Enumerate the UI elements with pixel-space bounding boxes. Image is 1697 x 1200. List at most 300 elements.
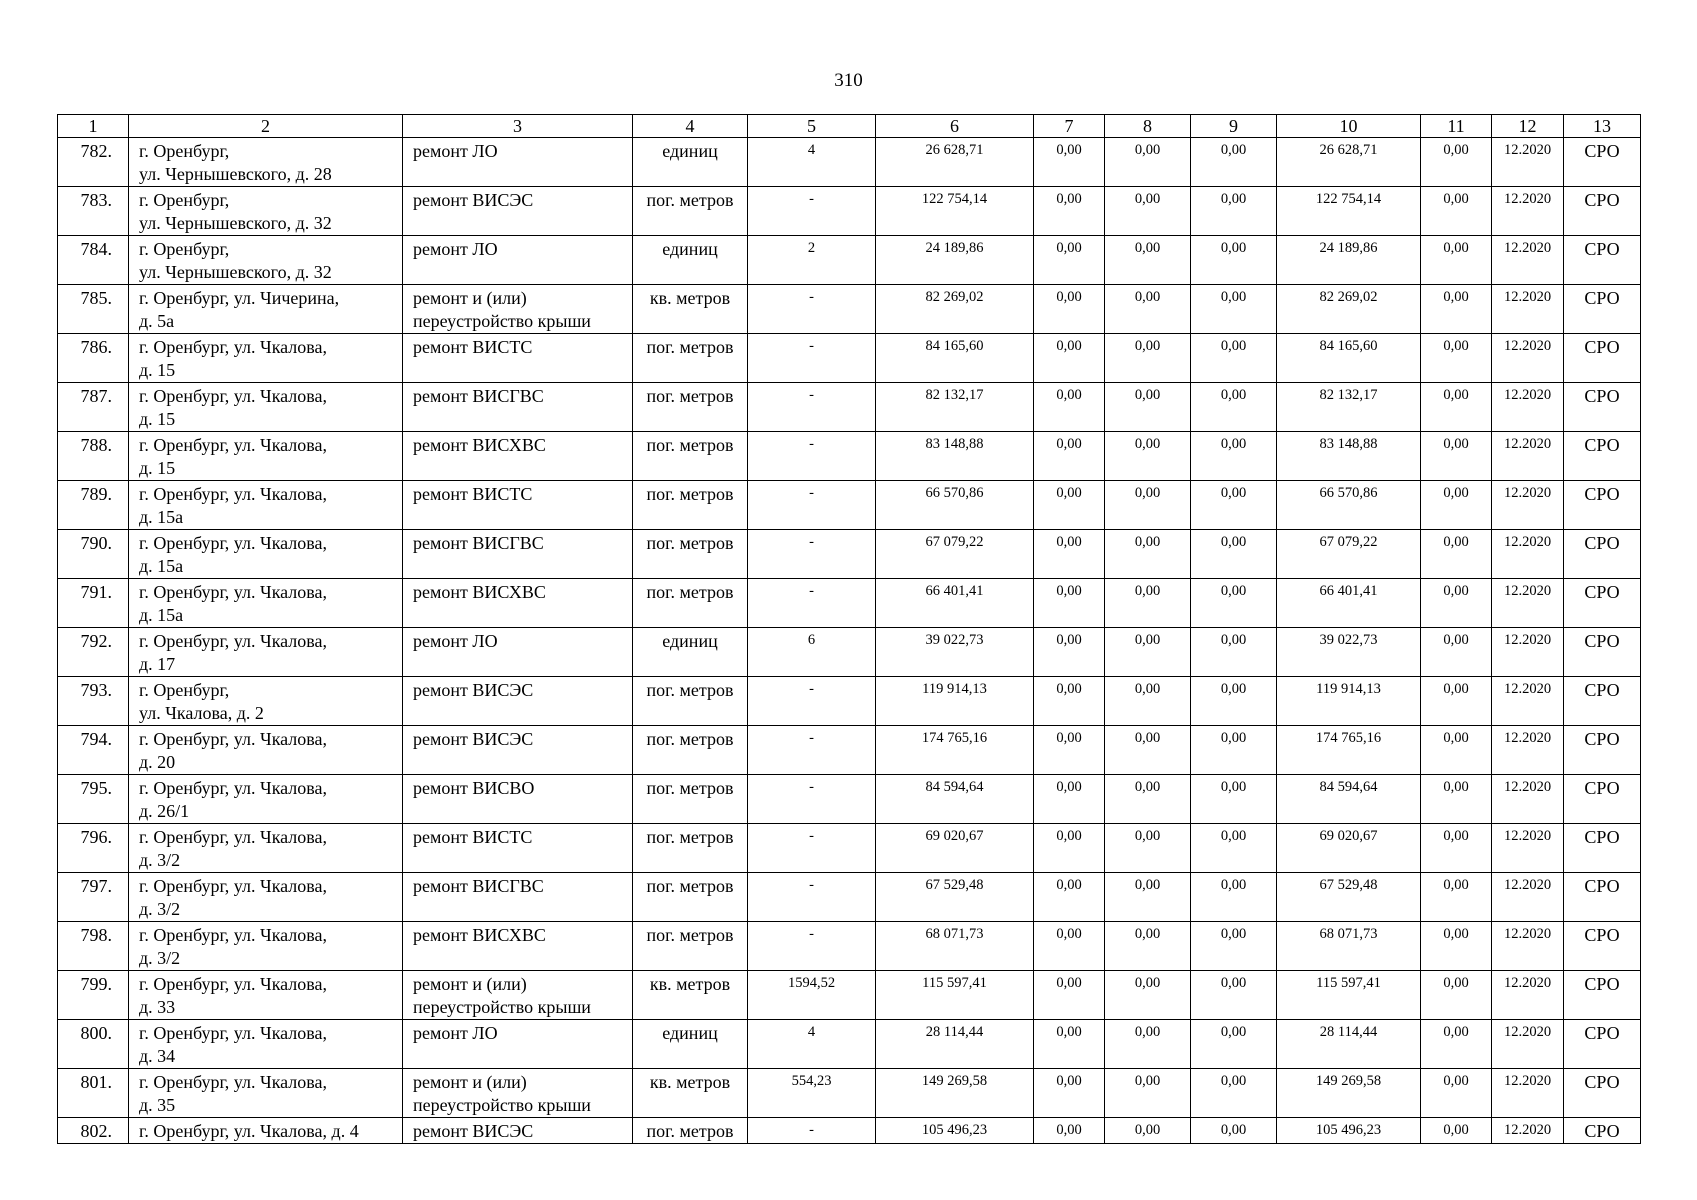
cost-col10-cell: 67 529,48	[1277, 873, 1421, 922]
completion-date-cell: 12.2020	[1492, 922, 1564, 971]
cost-col7-cell: 0,00	[1034, 1020, 1105, 1069]
total-cost-cell: 39 022,73	[876, 628, 1034, 677]
unit-cell: пог. метров	[633, 873, 748, 922]
cost-col8-cell: 0,00	[1105, 922, 1191, 971]
column-header-13: 13	[1564, 115, 1641, 138]
cost-col10-cell: 149 269,58	[1277, 1069, 1421, 1118]
row-number: 786.	[58, 334, 129, 383]
cost-col10-cell: 24 189,86	[1277, 236, 1421, 285]
cost-col8-cell: 0,00	[1105, 824, 1191, 873]
cost-col8-cell: 0,00	[1105, 1020, 1191, 1069]
cost-col9-cell: 0,00	[1191, 481, 1277, 530]
unit-cell: единиц	[633, 236, 748, 285]
column-header-9: 9	[1191, 115, 1277, 138]
table-row	[58, 971, 1641, 1020]
column-header-3: 3	[403, 115, 633, 138]
cost-col9-cell: 0,00	[1191, 971, 1277, 1020]
cost-col8-cell: 0,00	[1105, 1118, 1191, 1144]
quantity-cell: -	[748, 187, 876, 236]
work-type-cell: ремонт ЛО	[403, 628, 633, 677]
funding-source-cell: СРО	[1564, 873, 1641, 922]
completion-date-cell: 12.2020	[1492, 481, 1564, 530]
cost-col7-cell: 0,00	[1034, 383, 1105, 432]
cost-col7-cell: 0,00	[1034, 579, 1105, 628]
completion-date-cell: 12.2020	[1492, 432, 1564, 481]
completion-date-cell: 12.2020	[1492, 677, 1564, 726]
row-number: 792.	[58, 628, 129, 677]
address-cell: г. Оренбург, ул. Чернышевского, д. 32	[129, 187, 403, 236]
completion-date-cell: 12.2020	[1492, 775, 1564, 824]
cost-col9-cell: 0,00	[1191, 1069, 1277, 1118]
cost-col7-cell: 0,00	[1034, 1118, 1105, 1144]
total-cost-cell: 24 189,86	[876, 236, 1034, 285]
cost-col9-cell: 0,00	[1191, 187, 1277, 236]
quantity-cell: -	[748, 677, 876, 726]
cost-col10-cell: 39 022,73	[1277, 628, 1421, 677]
cost-col11-cell: 0,00	[1421, 236, 1492, 285]
cost-col11-cell: 0,00	[1421, 481, 1492, 530]
cost-col7-cell: 0,00	[1034, 530, 1105, 579]
quantity-cell: 554,23	[748, 1069, 876, 1118]
table-row	[58, 334, 1641, 383]
work-type-cell: ремонт ВИСГВС	[403, 383, 633, 432]
cost-col8-cell: 0,00	[1105, 481, 1191, 530]
cost-col10-cell: 66 401,41	[1277, 579, 1421, 628]
total-cost-cell: 122 754,14	[876, 187, 1034, 236]
funding-source-cell: СРО	[1564, 285, 1641, 334]
cost-col9-cell: 0,00	[1191, 334, 1277, 383]
column-header-1: 1	[58, 115, 129, 138]
cost-col8-cell: 0,00	[1105, 334, 1191, 383]
total-cost-cell: 69 020,67	[876, 824, 1034, 873]
total-cost-cell: 115 597,41	[876, 971, 1034, 1020]
table-row	[58, 187, 1641, 236]
funding-source-cell: СРО	[1564, 236, 1641, 285]
funding-source-cell: СРО	[1564, 1069, 1641, 1118]
funding-source-cell: СРО	[1564, 187, 1641, 236]
funding-source-cell: СРО	[1564, 481, 1641, 530]
completion-date-cell: 12.2020	[1492, 1118, 1564, 1144]
address-cell: г. Оренбург, ул. Чернышевского, д. 32	[129, 236, 403, 285]
cost-col10-cell: 83 148,88	[1277, 432, 1421, 481]
work-type-cell: ремонт ВИСХВС	[403, 922, 633, 971]
work-type-cell: ремонт ВИСХВС	[403, 579, 633, 628]
cost-col11-cell: 0,00	[1421, 138, 1492, 187]
row-number: 795.	[58, 775, 129, 824]
cost-col9-cell: 0,00	[1191, 1118, 1277, 1144]
column-number-header	[58, 115, 1641, 138]
completion-date-cell: 12.2020	[1492, 824, 1564, 873]
row-number: 782.	[58, 138, 129, 187]
cost-col7-cell: 0,00	[1034, 873, 1105, 922]
funding-source-cell: СРО	[1564, 334, 1641, 383]
unit-cell: пог. метров	[633, 775, 748, 824]
completion-date-cell: 12.2020	[1492, 971, 1564, 1020]
address-cell: г. Оренбург, ул. Чкалова, д. 15а	[129, 530, 403, 579]
cost-col10-cell: 69 020,67	[1277, 824, 1421, 873]
quantity-cell: -	[748, 432, 876, 481]
address-cell: г. Оренбург, ул. Чкалова, д. 35	[129, 1069, 403, 1118]
cost-col8-cell: 0,00	[1105, 187, 1191, 236]
quantity-cell: -	[748, 285, 876, 334]
cost-col10-cell: 66 570,86	[1277, 481, 1421, 530]
cost-col10-cell: 28 114,44	[1277, 1020, 1421, 1069]
address-cell: г. Оренбург, ул. Чкалова, д. 34	[129, 1020, 403, 1069]
completion-date-cell: 12.2020	[1492, 579, 1564, 628]
completion-date-cell: 12.2020	[1492, 187, 1564, 236]
cost-col11-cell: 0,00	[1421, 432, 1492, 481]
table-row	[58, 530, 1641, 579]
row-number: 790.	[58, 530, 129, 579]
row-number: 793.	[58, 677, 129, 726]
row-number: 801.	[58, 1069, 129, 1118]
cost-col8-cell: 0,00	[1105, 628, 1191, 677]
work-type-cell: ремонт и (или) переустройство крыши	[403, 971, 633, 1020]
cost-col9-cell: 0,00	[1191, 726, 1277, 775]
cost-col11-cell: 0,00	[1421, 285, 1492, 334]
table-row	[58, 383, 1641, 432]
cost-col7-cell: 0,00	[1034, 236, 1105, 285]
quantity-cell: -	[748, 873, 876, 922]
work-type-cell: ремонт ВИСЭС	[403, 677, 633, 726]
address-cell: г. Оренбург, ул. Чкалова, д. 3/2	[129, 922, 403, 971]
total-cost-cell: 149 269,58	[876, 1069, 1034, 1118]
cost-col8-cell: 0,00	[1105, 579, 1191, 628]
cost-col8-cell: 0,00	[1105, 1069, 1191, 1118]
row-number: 800.	[58, 1020, 129, 1069]
cost-col7-cell: 0,00	[1034, 432, 1105, 481]
completion-date-cell: 12.2020	[1492, 236, 1564, 285]
cost-col7-cell: 0,00	[1034, 677, 1105, 726]
total-cost-cell: 84 165,60	[876, 334, 1034, 383]
cost-col10-cell: 105 496,23	[1277, 1118, 1421, 1144]
row-number: 788.	[58, 432, 129, 481]
cost-col10-cell: 67 079,22	[1277, 530, 1421, 579]
unit-cell: кв. метров	[633, 1069, 748, 1118]
total-cost-cell: 66 570,86	[876, 481, 1034, 530]
funding-source-cell: СРО	[1564, 1020, 1641, 1069]
cost-col7-cell: 0,00	[1034, 1069, 1105, 1118]
cost-col11-cell: 0,00	[1421, 1069, 1492, 1118]
row-number: 802.	[58, 1118, 129, 1144]
column-header-5: 5	[748, 115, 876, 138]
quantity-cell: -	[748, 726, 876, 775]
total-cost-cell: 68 071,73	[876, 922, 1034, 971]
column-header-11: 11	[1421, 115, 1492, 138]
work-type-cell: ремонт ВИСТС	[403, 481, 633, 530]
cost-col7-cell: 0,00	[1034, 334, 1105, 383]
work-type-cell: ремонт ВИСХВС	[403, 432, 633, 481]
cost-col11-cell: 0,00	[1421, 628, 1492, 677]
unit-cell: единиц	[633, 138, 748, 187]
total-cost-cell: 28 114,44	[876, 1020, 1034, 1069]
cost-col8-cell: 0,00	[1105, 432, 1191, 481]
unit-cell: пог. метров	[633, 383, 748, 432]
column-header-6: 6	[876, 115, 1034, 138]
quantity-cell: 6	[748, 628, 876, 677]
address-cell: г. Оренбург, ул. Чернышевского, д. 28	[129, 138, 403, 187]
row-number: 787.	[58, 383, 129, 432]
column-header-10: 10	[1277, 115, 1421, 138]
address-cell: г. Оренбург, ул. Чкалова, д. 3/2	[129, 824, 403, 873]
cost-col11-cell: 0,00	[1421, 530, 1492, 579]
unit-cell: пог. метров	[633, 432, 748, 481]
work-type-cell: ремонт ЛО	[403, 236, 633, 285]
cost-col9-cell: 0,00	[1191, 1020, 1277, 1069]
cost-col11-cell: 0,00	[1421, 187, 1492, 236]
work-type-cell: ремонт ВИСТС	[403, 824, 633, 873]
cost-col7-cell: 0,00	[1034, 285, 1105, 334]
row-number: 797.	[58, 873, 129, 922]
address-cell: г. Оренбург, ул. Чкалова, д. 4	[129, 1118, 403, 1144]
table-row	[58, 579, 1641, 628]
completion-date-cell: 12.2020	[1492, 873, 1564, 922]
quantity-cell: -	[748, 824, 876, 873]
unit-cell: пог. метров	[633, 530, 748, 579]
completion-date-cell: 12.2020	[1492, 383, 1564, 432]
cost-col11-cell: 0,00	[1421, 922, 1492, 971]
table-row	[58, 726, 1641, 775]
work-type-cell: ремонт и (или) переустройство крыши	[403, 1069, 633, 1118]
register-table	[57, 114, 1641, 1144]
address-cell: г. Оренбург, ул. Чкалова, д. 17	[129, 628, 403, 677]
total-cost-cell: 82 269,02	[876, 285, 1034, 334]
cost-col9-cell: 0,00	[1191, 285, 1277, 334]
unit-cell: пог. метров	[633, 334, 748, 383]
total-cost-cell: 67 529,48	[876, 873, 1034, 922]
address-cell: г. Оренбург, ул. Чкалова, д. 15	[129, 383, 403, 432]
work-type-cell: ремонт ЛО	[403, 138, 633, 187]
table-row	[58, 1020, 1641, 1069]
unit-cell: пог. метров	[633, 824, 748, 873]
cost-col11-cell: 0,00	[1421, 971, 1492, 1020]
address-cell: г. Оренбург, ул. Чкалова, д. 3/2	[129, 873, 403, 922]
unit-cell: пог. метров	[633, 481, 748, 530]
table-body	[58, 138, 1641, 1144]
total-cost-cell: 84 594,64	[876, 775, 1034, 824]
cost-col9-cell: 0,00	[1191, 922, 1277, 971]
cost-col8-cell: 0,00	[1105, 383, 1191, 432]
cost-col9-cell: 0,00	[1191, 579, 1277, 628]
cost-col8-cell: 0,00	[1105, 530, 1191, 579]
quantity-cell: 4	[748, 138, 876, 187]
cost-col10-cell: 82 132,17	[1277, 383, 1421, 432]
completion-date-cell: 12.2020	[1492, 530, 1564, 579]
column-header-7: 7	[1034, 115, 1105, 138]
total-cost-cell: 83 148,88	[876, 432, 1034, 481]
cost-col8-cell: 0,00	[1105, 236, 1191, 285]
row-number: 798.	[58, 922, 129, 971]
cost-col7-cell: 0,00	[1034, 775, 1105, 824]
address-cell: г. Оренбург, ул. Чкалова, д. 33	[129, 971, 403, 1020]
total-cost-cell: 174 765,16	[876, 726, 1034, 775]
cost-col8-cell: 0,00	[1105, 677, 1191, 726]
cost-col10-cell: 115 597,41	[1277, 971, 1421, 1020]
row-number: 784.	[58, 236, 129, 285]
work-type-cell: ремонт ВИСГВС	[403, 530, 633, 579]
total-cost-cell: 66 401,41	[876, 579, 1034, 628]
cost-col8-cell: 0,00	[1105, 971, 1191, 1020]
unit-cell: пог. метров	[633, 187, 748, 236]
cost-col7-cell: 0,00	[1034, 971, 1105, 1020]
funding-source-cell: СРО	[1564, 530, 1641, 579]
column-header-8: 8	[1105, 115, 1191, 138]
cost-col8-cell: 0,00	[1105, 775, 1191, 824]
table-row	[58, 628, 1641, 677]
quantity-cell: -	[748, 775, 876, 824]
table-row	[58, 1118, 1641, 1144]
cost-col10-cell: 84 594,64	[1277, 775, 1421, 824]
unit-cell: единиц	[633, 1020, 748, 1069]
cost-col9-cell: 0,00	[1191, 432, 1277, 481]
unit-cell: пог. метров	[633, 922, 748, 971]
cost-col11-cell: 0,00	[1421, 775, 1492, 824]
cost-col7-cell: 0,00	[1034, 628, 1105, 677]
funding-source-cell: СРО	[1564, 628, 1641, 677]
unit-cell: пог. метров	[633, 726, 748, 775]
funding-source-cell: СРО	[1564, 775, 1641, 824]
cost-col10-cell: 119 914,13	[1277, 677, 1421, 726]
unit-cell: пог. метров	[633, 677, 748, 726]
cost-col7-cell: 0,00	[1034, 481, 1105, 530]
address-cell: г. Оренбург, ул. Чкалова, д. 26/1	[129, 775, 403, 824]
work-type-cell: ремонт ВИСЭС	[403, 726, 633, 775]
cost-col7-cell: 0,00	[1034, 726, 1105, 775]
unit-cell: пог. метров	[633, 1118, 748, 1144]
quantity-cell: -	[748, 334, 876, 383]
address-cell: г. Оренбург, ул. Чкалова, д. 15а	[129, 579, 403, 628]
table-row	[58, 285, 1641, 334]
cost-col11-cell: 0,00	[1421, 677, 1492, 726]
cost-col10-cell: 84 165,60	[1277, 334, 1421, 383]
table-row	[58, 775, 1641, 824]
quantity-cell: -	[748, 481, 876, 530]
cost-col7-cell: 0,00	[1034, 187, 1105, 236]
row-number: 791.	[58, 579, 129, 628]
funding-source-cell: СРО	[1564, 971, 1641, 1020]
row-number: 789.	[58, 481, 129, 530]
row-number: 794.	[58, 726, 129, 775]
cost-col8-cell: 0,00	[1105, 873, 1191, 922]
cost-col11-cell: 0,00	[1421, 334, 1492, 383]
quantity-cell: -	[748, 383, 876, 432]
column-header-2: 2	[129, 115, 403, 138]
cost-col8-cell: 0,00	[1105, 726, 1191, 775]
funding-source-cell: СРО	[1564, 138, 1641, 187]
quantity-cell: -	[748, 1118, 876, 1144]
cost-col11-cell: 0,00	[1421, 1020, 1492, 1069]
funding-source-cell: СРО	[1564, 579, 1641, 628]
completion-date-cell: 12.2020	[1492, 285, 1564, 334]
completion-date-cell: 12.2020	[1492, 628, 1564, 677]
address-cell: г. Оренбург, ул. Чкалова, д. 15а	[129, 481, 403, 530]
work-type-cell: ремонт ЛО	[403, 1020, 633, 1069]
cost-col9-cell: 0,00	[1191, 236, 1277, 285]
table-row	[58, 824, 1641, 873]
cost-col11-cell: 0,00	[1421, 579, 1492, 628]
cost-col9-cell: 0,00	[1191, 824, 1277, 873]
unit-cell: пог. метров	[633, 579, 748, 628]
cost-col10-cell: 68 071,73	[1277, 922, 1421, 971]
table-row	[58, 236, 1641, 285]
cost-col9-cell: 0,00	[1191, 383, 1277, 432]
table-row	[58, 677, 1641, 726]
work-type-cell: ремонт ВИСЭС	[403, 187, 633, 236]
address-cell: г. Оренбург, ул. Чкалова, д. 15	[129, 334, 403, 383]
cost-col10-cell: 122 754,14	[1277, 187, 1421, 236]
quantity-cell: -	[748, 579, 876, 628]
work-type-cell: ремонт ВИСВО	[403, 775, 633, 824]
unit-cell: единиц	[633, 628, 748, 677]
funding-source-cell: СРО	[1564, 383, 1641, 432]
cost-col10-cell: 26 628,71	[1277, 138, 1421, 187]
total-cost-cell: 82 132,17	[876, 383, 1034, 432]
cost-col9-cell: 0,00	[1191, 138, 1277, 187]
table-row	[58, 922, 1641, 971]
total-cost-cell: 105 496,23	[876, 1118, 1034, 1144]
cost-col9-cell: 0,00	[1191, 530, 1277, 579]
address-cell: г. Оренбург, ул. Чкалова, д. 15	[129, 432, 403, 481]
table-row	[58, 873, 1641, 922]
total-cost-cell: 119 914,13	[876, 677, 1034, 726]
page-number: 310	[834, 70, 863, 91]
quantity-cell: 4	[748, 1020, 876, 1069]
row-number: 796.	[58, 824, 129, 873]
table-row	[58, 1069, 1641, 1118]
unit-cell: кв. метров	[633, 971, 748, 1020]
quantity-cell: -	[748, 922, 876, 971]
table-row	[58, 432, 1641, 481]
address-cell: г. Оренбург, ул. Чичерина, д. 5а	[129, 285, 403, 334]
cost-col11-cell: 0,00	[1421, 824, 1492, 873]
cost-col11-cell: 0,00	[1421, 383, 1492, 432]
address-cell: г. Оренбург, ул. Чкалова, д. 2	[129, 677, 403, 726]
work-type-cell: ремонт ВИСЭС	[403, 1118, 633, 1144]
column-header-12: 12	[1492, 115, 1564, 138]
completion-date-cell: 12.2020	[1492, 1020, 1564, 1069]
cost-col7-cell: 0,00	[1034, 138, 1105, 187]
cost-col10-cell: 82 269,02	[1277, 285, 1421, 334]
quantity-cell: 2	[748, 236, 876, 285]
funding-source-cell: СРО	[1564, 922, 1641, 971]
funding-source-cell: СРО	[1564, 432, 1641, 481]
funding-source-cell: СРО	[1564, 1118, 1641, 1144]
work-type-cell: ремонт ВИСГВС	[403, 873, 633, 922]
quantity-cell: -	[748, 530, 876, 579]
unit-cell: кв. метров	[633, 285, 748, 334]
row-number: 783.	[58, 187, 129, 236]
cost-col8-cell: 0,00	[1105, 285, 1191, 334]
row-number: 799.	[58, 971, 129, 1020]
total-cost-cell: 26 628,71	[876, 138, 1034, 187]
cost-col9-cell: 0,00	[1191, 677, 1277, 726]
completion-date-cell: 12.2020	[1492, 334, 1564, 383]
quantity-cell: 1594,52	[748, 971, 876, 1020]
funding-source-cell: СРО	[1564, 824, 1641, 873]
cost-col11-cell: 0,00	[1421, 1118, 1492, 1144]
completion-date-cell: 12.2020	[1492, 138, 1564, 187]
cost-col10-cell: 174 765,16	[1277, 726, 1421, 775]
cost-col9-cell: 0,00	[1191, 873, 1277, 922]
cost-col8-cell: 0,00	[1105, 138, 1191, 187]
work-type-cell: ремонт ВИСТС	[403, 334, 633, 383]
cost-col9-cell: 0,00	[1191, 628, 1277, 677]
completion-date-cell: 12.2020	[1492, 726, 1564, 775]
column-header-4: 4	[633, 115, 748, 138]
cost-col11-cell: 0,00	[1421, 726, 1492, 775]
row-number: 785.	[58, 285, 129, 334]
funding-source-cell: СРО	[1564, 726, 1641, 775]
